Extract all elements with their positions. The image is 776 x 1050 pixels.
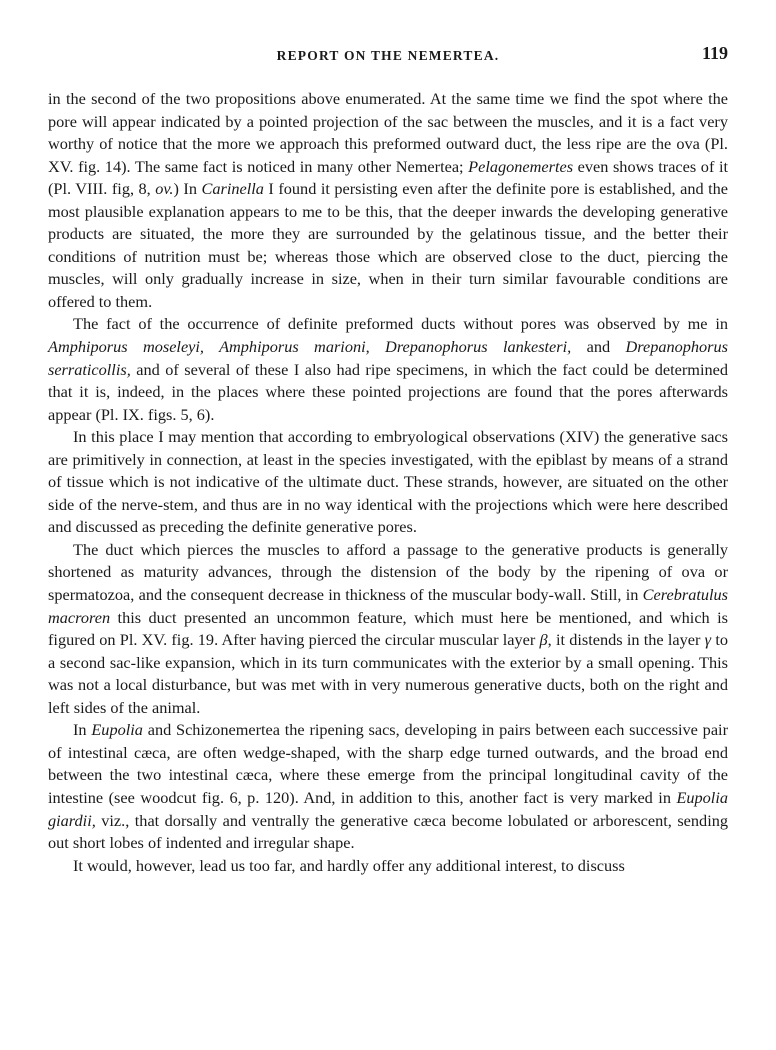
text-run: The duct which pierces the muscles to afford a passage to the generative products is generally shortened as maturity advances, through the distension of the body by the ripening of ova or spermatozoa, and the consequent decrease in thickness of the muscular body-wall. Still, in (48, 539, 728, 605)
text-run: even shows traces of it (Pl. VIII. fig, 8, (48, 156, 728, 199)
text-run: and Schizonemertea the ripening sacs, developing in pairs between each successive pair of intestinal cæca, are often wedge-shaped, with the sharp edge turned outwards, and the broad end between the two intestinal cæca, where these emerge from the principal longitudinal cavity of the intestine (see woodcut fig. 6, p. 120). And, in addition to this, another fact is very marked in (48, 720, 728, 807)
text-run: and (571, 337, 626, 357)
italic-text: β (539, 630, 548, 650)
text-run: , it distends in the layer (547, 630, 705, 650)
paragraph (48, 313, 728, 426)
body-text (48, 88, 728, 877)
text-run: It would, however, lead us too far, and hardly offer any additional interest, to discuss (73, 855, 625, 875)
italic-text: Amphiporus moseleyi, Amphiporus marioni, Drepanophorus lankesteri, (48, 337, 572, 357)
text-run: and of several of these I also had ripe specimens, in which the fact could be determined that it is, indeed, in the places where these pointed projections are found that the pores afterwards appear (Pl. IX. figs. 5, 6). (48, 359, 728, 424)
text-run: I found it persisting even after the definite pore is established, and the most plausible explanation appears to me to be this, that the deeper inwards the developing generative products are situated, the more they are surrounded by the gelatinous tissue, and the better their conditions of nutrition must be; whereas those which are observed close to the duct, piercing the muscles, will only gradually increase in size, when in their turn similar favourable conditions are offered to them. (48, 179, 729, 311)
running-title: REPORT ON THE NEMERTEA. (276, 48, 500, 63)
italic-text: γ (704, 630, 712, 650)
italic-text: Drepanophorus serraticollis, (48, 337, 728, 379)
paragraph (48, 88, 728, 313)
italic-text: Eupolia giardii, (48, 787, 728, 830)
text-run: viz., that dorsally and ventrally the generative cæca become lobulated or arborescent, sending out short lobes of indented and irregular shape. (48, 810, 728, 853)
italic-text: ov. (155, 179, 174, 199)
italic-text: Eupolia (91, 720, 143, 740)
text-run: In (73, 720, 92, 740)
text-run: ) the generative sacs are primitively in connection, at least in the species investigated, with the epiblast by means of a strand of tissue which is not indicative of the ultimate duct. These strands, however, are situated on the other side of the nerve-stem, and thus are in no way identical with the projections which were here described and discussed as preceding the definite generative pores. (48, 427, 728, 537)
page-number: 119 (701, 43, 728, 63)
text-run: ) In (173, 179, 202, 199)
text-run: in the second of the two propositions above enumerated. At the same time we find the spot where the pore will appear indicated by a pointed projection of the sac between the muscles, and it is a fact very worthy of notice that the more we approach this preformed outward duct, the less ripe are the ova (Pl. XV. fig. 14). The same fact is noticed in many other Nemertea; (48, 89, 728, 176)
paragraph (48, 855, 728, 878)
text-run: The fact of the occurrence of definite preformed ducts without pores was observed by me in (73, 314, 728, 334)
text-run: In this place I may mention that according to embryological observations ( (73, 427, 565, 447)
italic-text: Pelagonemertes (468, 156, 574, 176)
paragraph (48, 426, 728, 539)
paragraph (48, 719, 728, 854)
text-run: this duct presented an uncommon feature, which must here be mentioned, and which is figured on Pl. XV. fig. 19. After having pierced the circular muscular layer (48, 607, 728, 650)
running-head (48, 40, 728, 70)
italic-text: Cerebratulus macroren (48, 585, 728, 627)
text-run: to a second sac-like expansion, which in its turn communicates with the exterior by a small opening. This was not a local disturbance, but was met with in very numerous generative ducts, both on the right and left sides of the animal. (48, 630, 728, 717)
paragraph (48, 539, 728, 719)
italic-text: Carinella (201, 179, 264, 199)
small-caps-text: XIV (564, 427, 594, 447)
